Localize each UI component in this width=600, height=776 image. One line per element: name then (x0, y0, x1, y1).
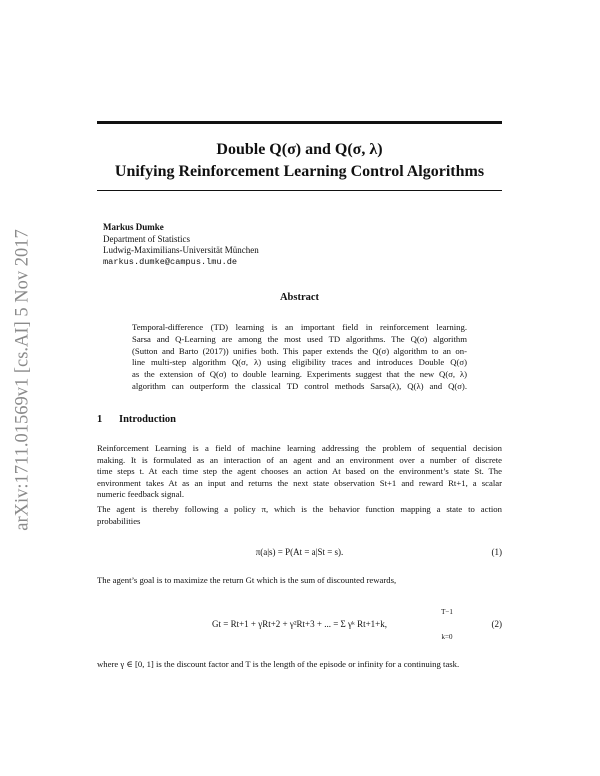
abstract-line: Temporal-difference (TD) learning is an important field in reinforcement learning. (132, 322, 467, 332)
sum-lower-limit: k=0 (441, 633, 453, 641)
paragraph-line: making. It is formulated as an interaction of an agent and an environment over a number of discrete (97, 454, 502, 465)
title-rule-bottom (97, 190, 502, 191)
title-line-1: Double Q(σ) and Q(σ, λ) (216, 141, 383, 158)
title-line-2: Unifying Reinforcement Learning Control Algorithms (114, 163, 485, 180)
abstract-line: line multi-step algorithm Q(σ, λ) using eligibility traces and introduces Double Q(σ) (132, 357, 467, 368)
sum-lower-limit-wrap (438, 633, 456, 642)
intro-paragraph-1 (97, 443, 502, 501)
paragraph-line: Reinforcement Learning is a field of machine learning addressing the problem of sequential decision (97, 443, 502, 453)
section-title: Introduction (119, 414, 176, 425)
author-email[interactable]: markus.dumke@campus.lmu.de (103, 256, 238, 267)
equation-1-body: π(a|s) = P(At = a|St = s). (255, 547, 344, 557)
paragraph-line: where γ ∈ [0, 1] is the discount factor and T is the length of the episode or infinity for a continuing task. (97, 659, 460, 669)
intro-paragraph-4 (97, 659, 502, 671)
paragraph-line: probabilities (97, 515, 141, 526)
intro-paragraph-2 (97, 504, 502, 527)
section-heading (97, 414, 176, 425)
section-number: 1 (97, 414, 103, 425)
equation-2-body: Gt = Rt+1 + γRt+2 + γ²Rt+3 + ... = Σ γᵏ Rt+1+k, (212, 619, 387, 629)
abstract-heading: Abstract (279, 292, 320, 303)
paragraph-line: The agent’s goal is to maximize the return Gt which is the sum of discounted rewards, (97, 575, 397, 585)
sum-limits (438, 608, 456, 617)
abstract-line: algorithm can outperform the classical TD control methods Sarsa(λ), Q(λ) and Q(σ). (132, 380, 467, 391)
author-department: Department of Statistics (103, 233, 190, 244)
abstract-line: Sarsa and Q-Learning are among the most used TD algorithms. The Q(σ) algorithm (132, 333, 467, 344)
title-rule-top (97, 121, 502, 124)
author-block (103, 222, 259, 268)
abstract-line: (Sutton and Barto (2017)) unifies both. This paper extends the Q(σ) algorithm to an on- (132, 345, 467, 356)
author-name: Markus Dumke (103, 222, 164, 232)
abstract-text (132, 322, 467, 393)
sum-upper-limit: T−1 (441, 608, 453, 616)
paragraph-line: time steps t. At each time step the agent chooses an action At based on the environment’s state St. The (97, 466, 502, 477)
equation-1 (97, 547, 502, 561)
paragraph-line: numeric feedback signal. (97, 489, 185, 500)
paper-title (97, 139, 502, 183)
abstract-line: as the extension of Q(σ) to double learning. Experiments suggest that the new Q(σ, λ) (132, 369, 467, 380)
arxiv-sidebar-stamp (12, 215, 34, 545)
equation-2-number: (2) (491, 619, 502, 629)
intro-paragraph-3 (97, 575, 502, 587)
author-university: Ludwig-Maximilians-Universität München (103, 245, 259, 255)
paragraph-line: The agent is thereby following a policy π, which is the behavior function mapping a state to action (97, 504, 502, 514)
paragraph-line: environment takes At as an input and returns the next state observation St+1 and reward Rt+1, a scalar (97, 477, 502, 488)
arxiv-identifier: arXiv:1711.01569v1 [cs.AI] 5 Nov 2017 (12, 229, 33, 531)
equation-2 (97, 608, 502, 644)
equation-1-number: (1) (491, 547, 502, 557)
